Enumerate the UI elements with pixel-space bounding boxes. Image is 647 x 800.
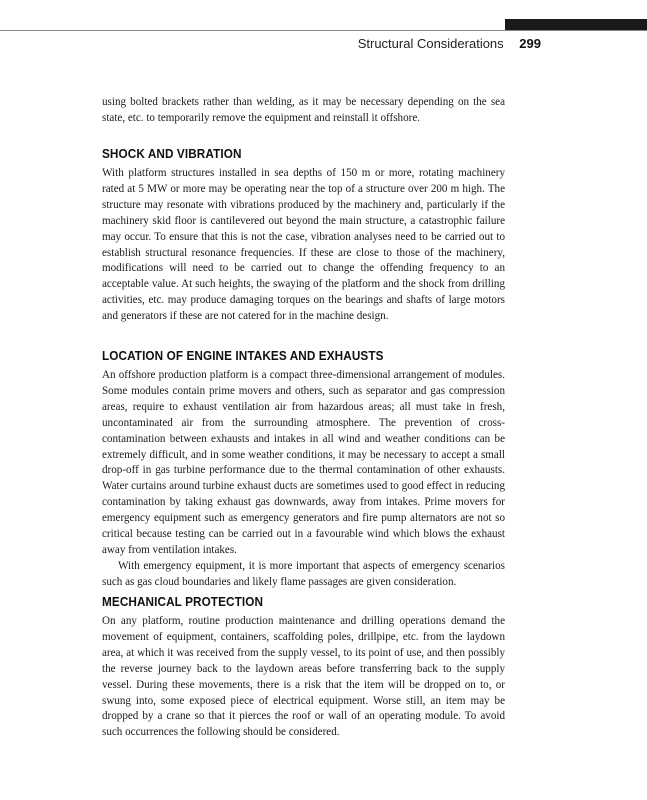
paragraph: With platform structures installed in sea depths of 150 m or more, rotating machinery rated at 5 MW or more may be operating near the top of a structure over 200 m high. The structure may resonate with vibrations produced by the machinery and, particularly if the machinery skid floor is cantilevered out beyond the main structure, a catastrophic failure may occur. To ensure that this is not the case, vibration analyses need to be carried out to establish structural resonance frequencies. If these are close to those of the machinery, modifications will need to be carried out to change the offending frequency to an acceptable value. At such heights, the swaying of the platform and the shock from drilling activities, etc. may produce damaging torques on the bearings and shafts of large motors and generators if these are not catered for in the machine design.	[102, 167, 505, 323]
section-heading-engine-intakes: LOCATION OF ENGINE INTAKES AND EXHAUSTS	[102, 349, 384, 363]
header-accent-bar	[505, 19, 647, 30]
paragraph: With emergency equipment, it is more important that aspects of emergency scenarios such as gas cloud boundaries and likely flame passages are given consideration.	[102, 559, 505, 588]
header-rule	[0, 30, 647, 31]
paragraph: An offshore production platform is a compact three-dimensional arrangement of modules. Some modules contain prime movers and others, such as separator and gas compression areas, require to exhaust ventilation air from hazardous areas; all must take in fresh, uncontaminated air from the surrounding atmosphere. The prevention of cross-contamination between exhausts and intakes in all wind and weather conditions can be extremely difficult, and in some weather conditions, it may be necessary to accept a small drop-off in gas turbine performance due to the thermal contamination of other exhausts. Water curtains around turbine exhaust ducts are sometimes used to good effect in reducing contamination by taking exhaust gas downwards, away from intakes. Prime movers for emergency equipment such as emergency generators and fire pump alternators are not so critical because testing can be carried out in a favourable wind which blows the exhaust away from ventilation intakes.	[102, 369, 505, 556]
section-heading-shock-vibration: SHOCK AND VIBRATION	[102, 147, 242, 161]
intro-text	[102, 95, 505, 127]
section-body-shock-vibration	[102, 166, 505, 325]
running-title: Structural Considerations	[357, 36, 504, 51]
section-heading-mechanical-protection: MECHANICAL PROTECTION	[102, 595, 264, 609]
paragraph: On any platform, routine production maintenance and drilling operations demand the movement of equipment, containers, scaffolding poles, drillpipe, etc. from the laydown area, at which it was received from the supply vessel, to its point of use, and then possibly the reverse journey back to the laydown areas before transferring back to the supply vessel. During these movements, there is a risk that the item will be dropped on to, or swung into, some exposed piece of electrical equipment. Worse still, an item may be dropped by a crane so that it pierces the roof or wall of an operating module. To avoid such occurrences the following should be considered.	[102, 615, 505, 739]
page-number: 299	[519, 36, 541, 51]
section-body-mechanical-protection	[102, 614, 505, 741]
section-body-engine-intakes	[102, 368, 505, 591]
intro-paragraph: using bolted brackets rather than welding, as it may be necessary depending on the sea state, etc. to temporarily remove the equipment and reinstall it offshore.	[102, 96, 505, 124]
running-head	[0, 36, 541, 52]
